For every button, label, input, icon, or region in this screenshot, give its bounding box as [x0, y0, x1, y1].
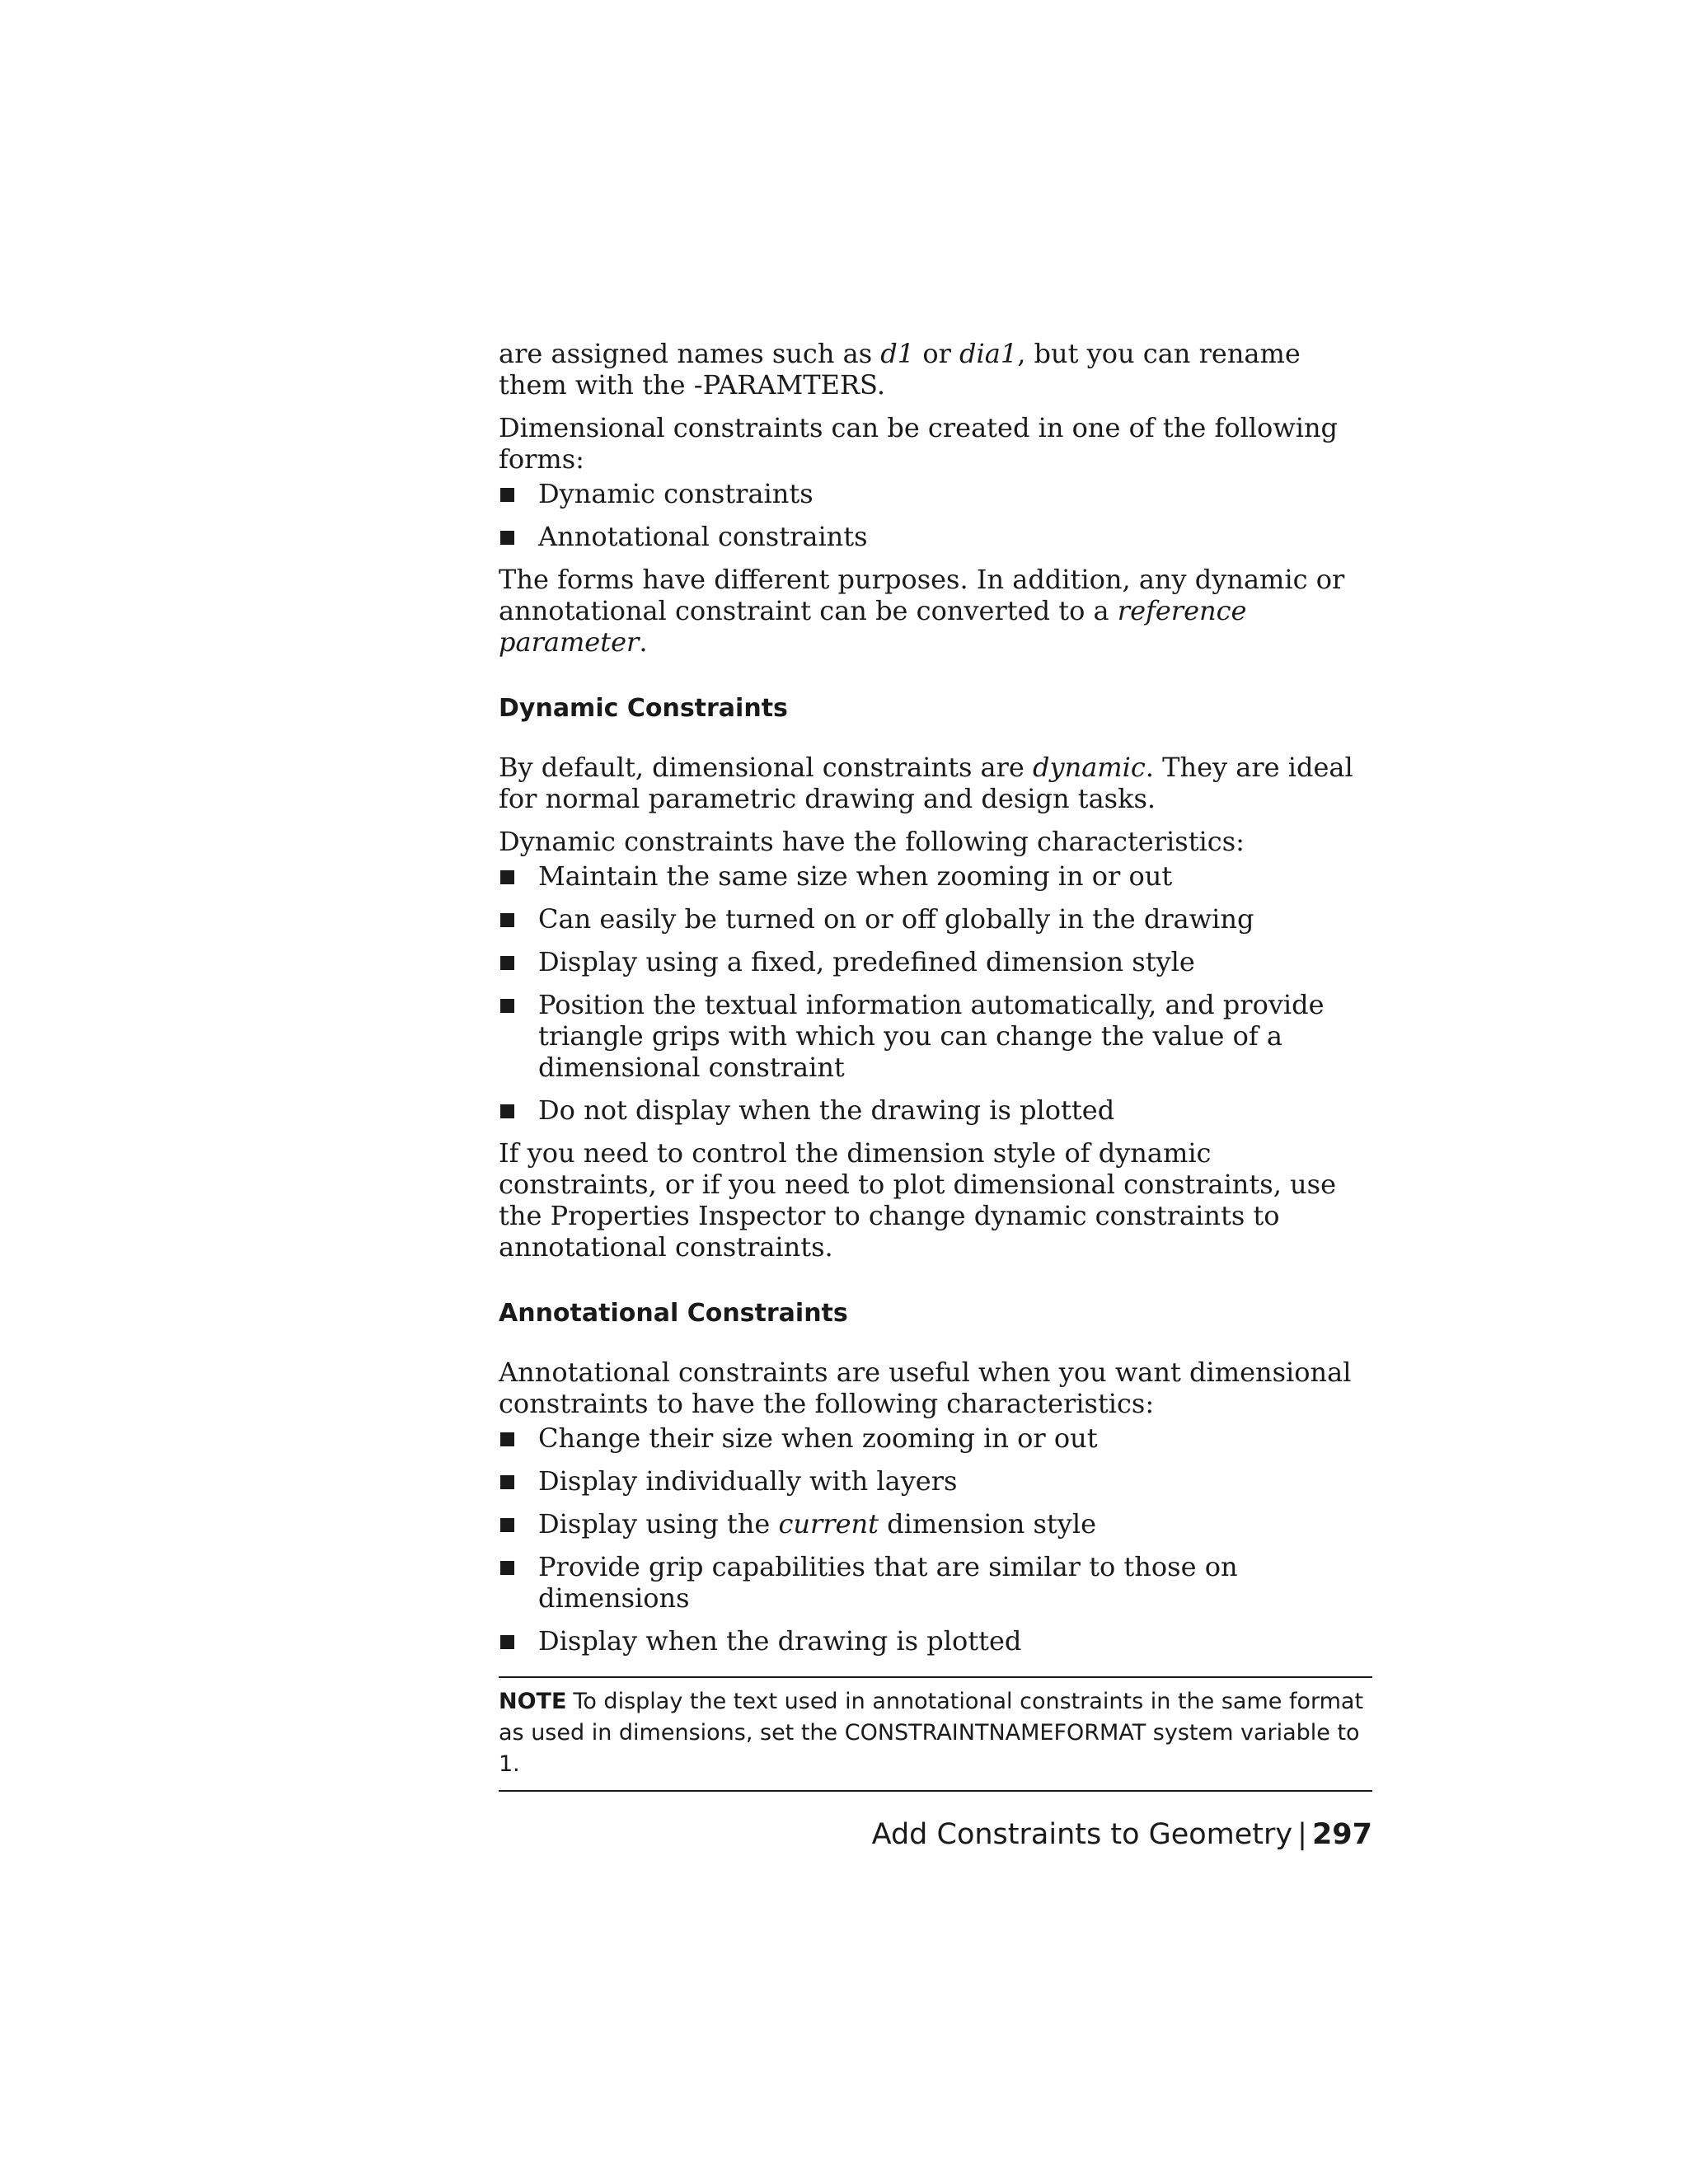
- bullet-square-icon: [500, 1635, 514, 1649]
- forms-list: [499, 478, 1372, 552]
- list-item: Dynamic constraints: [499, 478, 1372, 509]
- list-item: Do not display when the drawing is plotted: [499, 1094, 1372, 1126]
- list-item: Display when the drawing is plotted: [499, 1625, 1372, 1657]
- bullet-square-icon: [500, 913, 514, 927]
- bullet-square-icon: [500, 956, 514, 970]
- list-item: Display using a fixed, predefined dimension style: [499, 946, 1372, 977]
- annotational-paragraph: Annotational constraints are useful when you want dimensional constraints to have the following characteristics:: [499, 1357, 1352, 1419]
- bullet-square-icon: [500, 1432, 514, 1446]
- forms-purpose-paragraph: The forms have different purposes. In addition, any dynamic or annotational constraint can be converted to a reference parameter.: [499, 564, 1345, 658]
- note-text: To display the text used in annotational constraints in the same format as used in dimensions, set the CONSTRAINTNAMEFORMAT system variable to 1.: [499, 1689, 1364, 1777]
- footer-chapter-title: Add Constraints to Geometry: [871, 1818, 1293, 1851]
- list-item: Display individually with layers: [499, 1465, 1372, 1497]
- dynamic-characteristics-intro: Dynamic constraints have the following characteristics:: [499, 826, 1245, 857]
- forms-intro: Dimensional constraints can be created in one of the following forms:: [499, 412, 1339, 475]
- note-box: [499, 1676, 1372, 1792]
- bullet-square-icon: [500, 1518, 514, 1532]
- list-item: Maintain the same size when zooming in or out: [499, 860, 1372, 892]
- list-item: Provide grip capabilities that are similar to those on dimensions: [499, 1551, 1372, 1614]
- bullet-square-icon: [500, 870, 514, 884]
- bullet-square-icon: [500, 1561, 514, 1575]
- annotational-characteristics-list: [499, 1422, 1372, 1657]
- list-item: Annotational constraints: [499, 521, 1372, 552]
- dynamic-paragraph: By default, dimensional constraints are dynamic. They are ideal for normal parametric drawing and design tasks.: [499, 752, 1353, 814]
- page-number: 297: [1311, 1818, 1372, 1851]
- section-heading-annotational: Annotational Constraints: [499, 1299, 848, 1328]
- bullet-square-icon: [500, 1104, 514, 1118]
- section-heading-dynamic: Dynamic Constraints: [499, 694, 788, 723]
- dynamic-characteristics-list: [499, 860, 1372, 1126]
- page-footer: [872, 1818, 1372, 1851]
- bullet-square-icon: [500, 999, 514, 1013]
- list-item: Display using the current dimension style: [499, 1508, 1372, 1540]
- list-item: Position the textual information automatically, and provide triangle grips with which you can change the value of a dimensional constraint: [499, 989, 1372, 1083]
- intro-paragraph: are assigned names such as d1 or dia1, but you can rename them with the -PARAMTERS.: [499, 338, 1301, 401]
- list-item: Change their size when zooming in or out: [499, 1422, 1372, 1454]
- bullet-square-icon: [500, 531, 514, 545]
- page-body: [499, 338, 1372, 1792]
- dynamic-conversion-paragraph: If you need to control the dimension style of dynamic constraints, or if you need to plot dimensional constraints, use the Properties Inspector to change dynamic constraints to annotational constraints.: [499, 1137, 1336, 1263]
- note-label: NOTE: [499, 1689, 567, 1714]
- bullet-square-icon: [500, 488, 514, 502]
- footer-separator: |: [1297, 1818, 1307, 1851]
- bullet-square-icon: [500, 1475, 514, 1489]
- list-item: Can easily be turned on or off globally in the drawing: [499, 903, 1372, 935]
